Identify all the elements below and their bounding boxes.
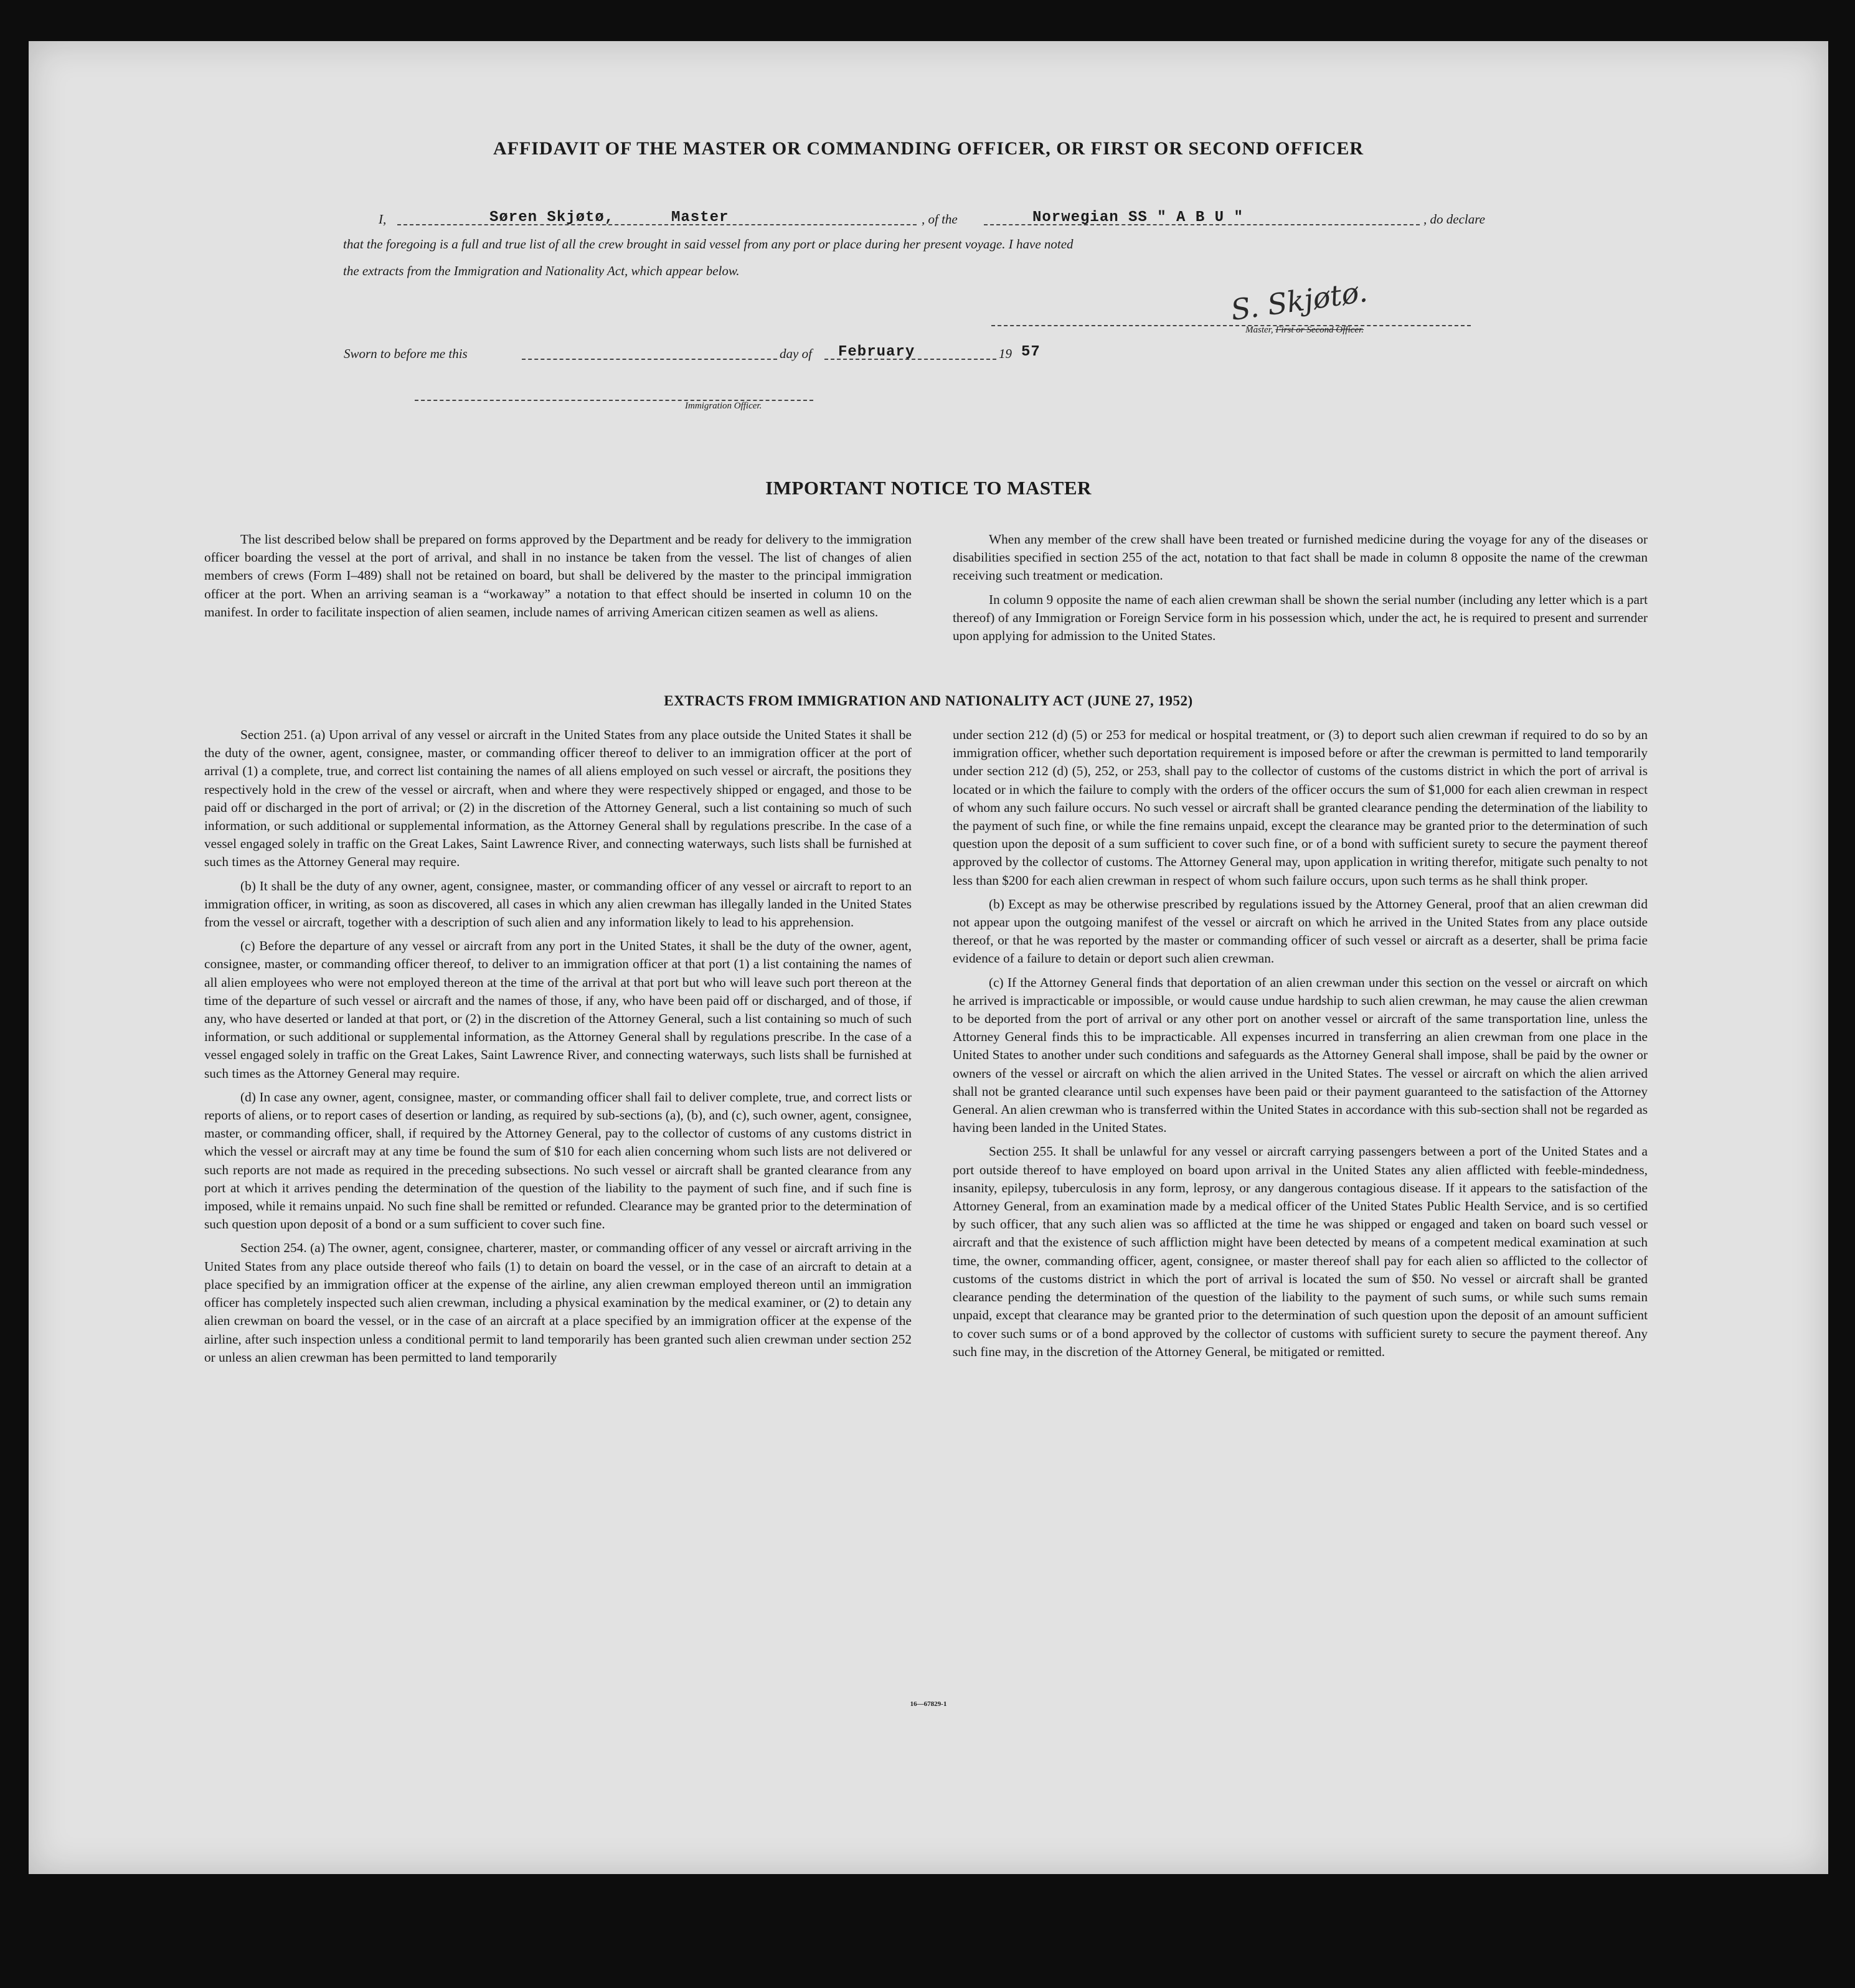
extract-paragraph: under section 212 (d) (5) or 253 for medical or hospital treatment, or (3) to deport such alien crewman if required to do so by an immigration officer, whether such deportation requirement is imposed before or after the crewman is permitted to land temporarily under section 212 (d) (5), 252, or 253, shall pay to the collector of customs of the customs district in which the port of arrival is located or in which the failure to comply with the orders of the officer occurs the sum of $1,000 for each alien crewman in respect of whom any such failure occurs. No such vessel or aircraft shall be granted clearance pending the determination of the liability to the payment of such fine, or while the fine remains unpaid, except the clearance may be granted prior to the determination of such question upon the deposit of a sum sufficient to cover such fine, or of a bond with sufficient surety to secure the payment thereof approved by the collector of customs. The Attorney General may, upon application in writing therefor, mitigate such penalty to not less than $200 for each alien crewman in respect of whom such failure occurs, upon such terms as he shall think proper. (953, 727, 1648, 888)
signature-caption-master: Master, (1245, 325, 1273, 335)
vessel-name: Norwegian SS " A B U " (1032, 209, 1244, 226)
document-page (29, 41, 1828, 1874)
officer-signature-line (415, 389, 813, 401)
extract-paragraph: Section 251. (a) Upon arrival of any vessel or aircraft in the United States from any place outside the United States it shall be the duty of the owner, agent, consignee, master, or commanding officer thereof to deliver to an immigration officer at the port of arrival (1) a complete, true, and correct list containing the names of all aliens employed on such vessel or aircraft, the positions they respectively hold in the crew of the vessel or aircraft, when and where they were respectively shipped or engaged, and those to be paid off or discharged in the port of arrival; or (2) in the discretion of the Attorney General, such a list containing so much of such information, or such additional or supplemental information, as the Attorney General shall by regulations prescribe. In the case of a vessel engaged solely in traffic on the Great Lakes, Saint Lawrence River, and connecting waterways, such lists shall be furnished at such times as the Attorney General may require. (204, 727, 912, 870)
declaration-line-3: the extracts from the Immigration and Nationality Act, which appear below. (343, 263, 740, 278)
year-suffix: 57 (1021, 344, 1041, 360)
sworn-month: February (838, 344, 915, 360)
extracts-left-column (204, 726, 912, 1372)
signature-caption (1245, 325, 1364, 336)
sworn-day-blank (522, 347, 777, 360)
notice-title: IMPORTANT NOTICE TO MASTER (765, 477, 1092, 499)
extract-paragraph: (c) Before the departure of any vessel or aircraft from any port in the United States, it shall be the duty of the owner, agent, consignee, master, or commanding officer thereof, to deliver to an immigration officer at that port (1) a list containing the names of all alien employees who were not employed thereon at the time of the arrival at that port but who will leave such port thereon at the time of the departure of such vessel or aircraft and the names of those, if any, who have been paid off or discharged, and of those, if any, who have deserted or landed at that port, or (2) in the discretion of the Attorney General, such a list containing so much of such information, or such additional or supplemental information, as the Attorney General shall by regulations prescribe. In the case of a vessel engaged solely in traffic on the Great Lakes, Saint Lawrence River, and connecting waterways, such lists shall be furnished at such times as the Attorney General may require. (204, 938, 912, 1081)
do-declare-label: , do declare (1423, 212, 1485, 227)
notice-right-paragraph-1: When any member of the crew shall have been treated or furnished medicine during the voyage for any of the diseases or disabilities specified in section 255 of the act, notation to that fact shall be made in column 8 opposite the name of the crewman receiving such treatment or medication. (953, 532, 1648, 583)
extract-paragraph: (b) It shall be the duty of any owner, agent, consignee, master, or commanding officer of any vessel or aircraft to report to an immigration officer, in writing, as soon as discovered, all cases in which any alien crewman has illegally landed in the United States from the vessel or aircraft, together with a description of such alien and any information likely to lead to his apprehension. (204, 878, 912, 930)
affidavit-title: AFFIDAVIT OF THE MASTER OR COMMANDING OFFICER, OR FIRST OR SECOND OFFICER (493, 138, 1364, 159)
extract-paragraph: (c) If the Attorney General finds that deportation of an alien crewman under this section on the vessel or aircraft on which he arrived is impracticable or impossible, or would cause undue hardship to such alien crewman, he may cause the alien crewman to be deported from the port of arrival or any other port on another vessel or aircraft of the same transportation line, unless the Attorney General finds this to be impracticable. All expenses incurred in transferring an alien crewman from one place in the United States to another under such conditions and safeguards as the Attorney General shall impose, shall be paid by the owner or owners of the vessel or aircraft on which the alien arrived in the United States. The vessel or aircraft on which the alien arrived shall not be granted clearance until such expenses have been paid or their payment guaranteed to the satisfaction of the Attorney General. An alien crewman who is transferred within the United States in accordance with this sub-section shall not be regarded as having been landed in the United States. (953, 974, 1648, 1136)
day-of-label: day of (780, 346, 812, 361)
notice-right-paragraph-2: In column 9 opposite the name of each alien crewman shall be shown the serial number (including any letter which is a part thereof) of any Immigration or Foreign Service form in his possession which, under the act, he is required to present and surrender upon applying for admission to the United States. (953, 591, 1648, 644)
of-the-label: , of the (922, 212, 958, 227)
notice-right-column (953, 530, 1648, 651)
pronoun: I, (379, 212, 387, 227)
signature-line (991, 314, 1471, 326)
notice-left-paragraph: The list described below shall be prepared on forms approved by the Department and be ready for delivery to the immigration officer boarding the vessel at the port of arrival, and shall in no instance be taken from the vessel. The list of changes of alien members of crews (Form I–489) shall not be retained on board, but shall be delivered by the master to the principal immigration officer at the port. When an arriving seaman is a “workaway” a notation to that effect should be inserted in column 10 on the manifest. In order to facilitate inspection of alien seamen, include names of arriving American citizen seamen as well as aliens. (204, 532, 912, 619)
extract-paragraph: Section 255. It shall be unlawful for any vessel or aircraft carrying passengers between a port of the United States and a port outside thereof to have employed on board upon arrival in the United States any alien afflicted with feeble-mindedness, insanity, epilepsy, tuberculosis in any form, leprosy, or any dangerous contagious disease. If it appears to the satisfaction of the Attorney General, from an examination made by a medical officer of the United States Public Health Service, and is so certified by such officer, that any such alien was so afflicted at the time he was shipped or engaged and taken on board such vessel or aircraft and that the existence of such affliction might have been detected by means of a competent medical examination at such time, the owner, commanding officer, agent, consignee, or master thereof shall pay for each alien so afflicted to the collector of customs of the customs district in which the port of arrival is located the sum of $50. No vessel or aircraft shall be granted clearance pending the determination of the question of the liability to the payment of such sums, or while such sums remain unpaid, except that clearance may be granted prior to the determination of such question upon the deposit of an amount sufficient to cover such sums or of a bond approved by the collector of customs with sufficient surety to secure the payment thereof. Any such fine may, in the discretion of the Attorney General, be mitigated or remitted. (953, 1144, 1648, 1359)
sworn-label: Sworn to before me this (344, 346, 468, 361)
declaration-line-1 (344, 209, 1512, 230)
notice-left-column (204, 530, 912, 627)
signature-caption-struck: First or Second Officer. (1275, 325, 1364, 335)
extract-paragraph: (d) In case any owner, agent, consignee, master, or commanding officer shall fail to deliver complete, true, and correct lists or reports of aliens, or to report cases of desertion or landing, as required by sub-sections (a), (b), and (c), such owner, agent, consignee, master, or commanding officer, shall, if required by the Attorney General, pay to the collector of customs of any customs district in which the vessel or aircraft may at any time be found the sum of $10 for each alien concerning whom such lists are not delivered or such reports are not made as required in the preceding subsections. No such vessel or aircraft shall be granted clearance from any port at which it arrives pending the determination of the question of the liability to the payment of such fine, and if such fine is imposed, while it remains unpaid. No such fine shall be remitted or refunded. Clearance may be granted prior to the determination of such question upon deposit of a bond or a sum sufficient to cover such fine. (204, 1089, 912, 1232)
form-number: 16—67829-1 (910, 1700, 947, 1708)
name-blank-line (397, 213, 917, 225)
extract-paragraph: (b) Except as may be otherwise prescribed by regulations issued by the Attorney General, proof that an alien crewman did not appear upon the outgoing manifest of the vessel or aircraft on which he arrived in the United States from any place outside thereof, or that he was reported by the master or commanding officer of such vessel or aircraft as a deserter, shall be prima facie evidence of a failure to detain or deport such alien crewman. (953, 896, 1648, 966)
master-signature: S. Skjøtø. (1229, 274, 1370, 327)
extracts-title: EXTRACTS FROM IMMIGRATION AND NATIONALITY ACT (JUNE 27, 1952) (664, 693, 1193, 709)
declarant-name: Søren Skjøtø, (489, 209, 615, 226)
extract-paragraph: Section 254. (a) The owner, agent, consignee, charterer, master, or commanding officer of any vessel or aircraft arriving in the United States from any place outside thereof who fails (1) to detain on board the vessel, or in the case of an aircraft to detain at a place specified by an immigration officer at the expense of the airline, any alien crewman employed thereon until an immigration officer has completely inspected such alien crewman, including a physical examination by the medical examiner, or (2) to detain any alien crewman on board the vessel, or in the case of an aircraft at a place specified by an immigration officer at the expense of the airline, after such inspection unless a conditional permit to land temporarily has been granted such alien crewman under section 252 or unless an alien crewman has been permitted to land temporarily (204, 1240, 912, 1365)
extracts-right-column (953, 726, 1648, 1367)
sworn-line (344, 344, 1215, 365)
year-prefix: 19 (999, 346, 1012, 361)
declaration-line-2: that the foregoing is a full and true list of all the crew brought in said vessel from any port or place during her present voyage. I have noted (343, 237, 1074, 252)
declarant-rank: Master (671, 209, 729, 226)
officer-caption: Immigration Officer. (685, 401, 762, 411)
